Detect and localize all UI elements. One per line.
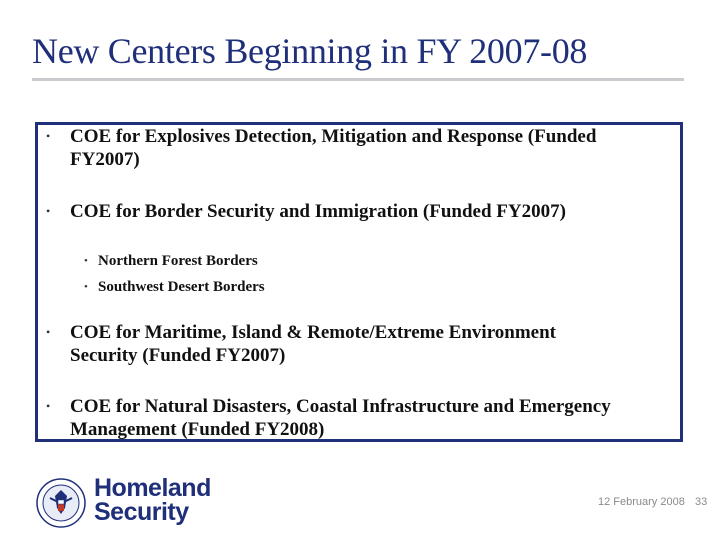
bullet-dot-icon: •: [46, 325, 51, 339]
bullet-text: COE for Natural Disasters, Coastal Infrastructure and Emergency Management (Funded FY2008): [70, 396, 611, 440]
homeland-security-logo: [94, 476, 211, 524]
sub-bullet-text: Southwest Desert Borders: [98, 279, 265, 295]
bullet-text: COE for Border Security and Immigration (Funded FY2007): [70, 201, 566, 222]
bullet-text: COE for Maritime, Island & Remote/Extreme Environment Security (Funded FY2007): [70, 322, 557, 366]
page-number: 33: [695, 496, 708, 508]
sub-bullet-text: Northern Forest Borders: [98, 253, 258, 269]
bullet-item: [46, 321, 578, 367]
bullet-item: [46, 395, 658, 441]
bullet-item: [46, 200, 618, 223]
sub-bullet-item: [84, 252, 258, 270]
bullet-item: [46, 125, 658, 171]
slide-title: New Centers Beginning in FY 2007-08: [32, 31, 588, 71]
bullet-text: COE for Explosives Detection, Mitigation and Response (Funded FY2007): [70, 126, 597, 170]
dhs-seal-icon: [36, 478, 86, 528]
sub-bullet-item: [84, 278, 265, 296]
footer-date: 12 February 2008: [598, 496, 685, 508]
title-divider: [32, 78, 684, 81]
bullet-dot-icon: •: [84, 281, 88, 293]
bullet-dot-icon: •: [46, 129, 51, 143]
logo-line-2: Security: [94, 498, 189, 526]
bullet-dot-icon: •: [46, 399, 51, 413]
content-box: [35, 122, 683, 442]
logo-line-1: Homeland: [94, 474, 211, 502]
bullet-dot-icon: •: [84, 255, 88, 267]
bullet-dot-icon: •: [46, 204, 51, 218]
